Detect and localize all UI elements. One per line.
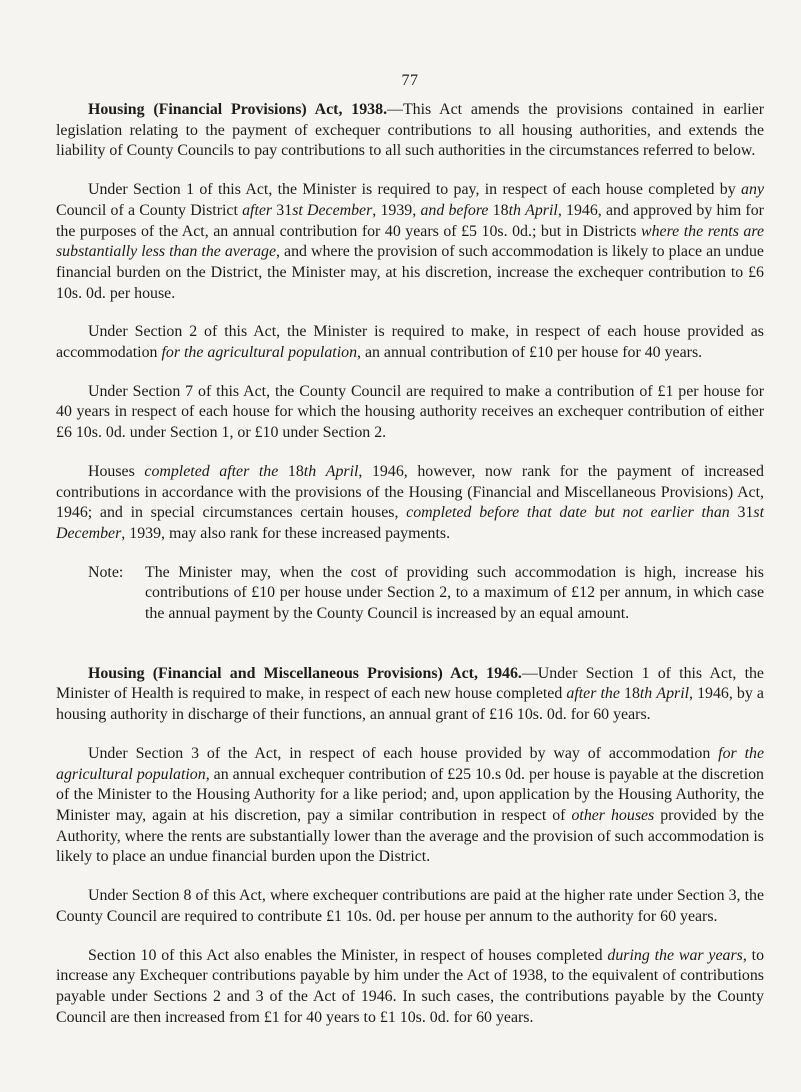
heading-1946-act: Housing (Financial and Miscellaneous Provisions) Act, 1946. [88,664,522,682]
paragraph-1938-intro: Housing (Financial Provisions) Act, 1938.—This Act amends the provisions contained in earlier legislation relating to the payment of exchequer contributions to all housing authorities, and extends the liability of County Councils to pay contributions to all such authorities in the circumstances referred to below. [56,101,764,160]
paragraph-1938-section-1: Under Section 1 of this Act, the Minister is required to pay, in respect of each house completed by any Council of a County District after 31st December, 1939, and before 18th April, 1946, and approved by him for the purposes of the Act, an annual contribution for 40 years of £5 10s. 0d.; but in Districts where the rents are substantially less than the average, and where the provision of such accommodation is likely to place an undue financial burden on the District, the Minister may, at his discretion, increase the exchequer contribution to £6 10s. 0d. per house. [56,181,764,302]
note-body: The Minister may, when the cost of providing such accommodation is high, increase his contributions of £10 per house under Section 2, to a maximum of £12 per annum, in which case the annual payment by the County Council is increased by an equal amount. [145,563,764,623]
page-number: 77 [401,72,419,89]
paragraph-1946-section-8: Under Section 8 of this Act, where exchequer contributions are paid at the higher rate under Section 3, the County Council are required to contribute £1 10s. 0d. per house per annum to the authority for 60 years. [56,887,764,925]
note-block [88,563,764,625]
document-page [56,0,764,1092]
paragraph-1938-section-7: Under Section 7 of this Act, the County Council are required to make a contribution of £1 per house for 40 years in respect of each house for which the housing authority receives an exchequer contribution of either £6 10s. 0d. under Section 1, or £10 under Section 2. [56,382,764,442]
heading-1938-act: Housing (Financial Provisions) Act, 1938. [88,101,388,118]
page-content [56,100,764,1046]
paragraph-1946-section-10: Section 10 of this Act also enables the Minister, in respect of houses completed during the war years, to increase any Exchequer contributions payable by him under the Act of 1938, to the equivalent of contributions payable under Sections 2 and 3 of the Act of 1946. In such cases, the contributions payable by the County Council are then increased from £1 for 40 years to £1 10s. 0d. for 60 years. [56,946,765,1026]
paragraph-1938-section-2: Under Section 2 of this Act, the Minister is required to make, in respect of each house provided as accommodation for the agricultural population, an annual contribution of £10 per house for 40 years. [56,323,764,362]
paragraph-1938-houses: Houses completed after the 18th April, 1946, however, now rank for the payment of increased contributions in accordance with the provisions of the Housing (Financial and Miscellaneous Provisions) Act, 1946; and in special circumstances certain houses, completed before that date but not earlier than 31st December, 1939, may also rank for these increased payments. [56,462,764,542]
note-label: Note: [88,563,124,581]
paragraph-1946-section-3: Under Section 3 of the Act, in respect of each house provided by way of accommodation for the agricultural population, an annual exchequer contribution of £25 10.s 0d. per house is payable at the discretion of the Minister to the Housing Authority for a like period; and, upon application by the Housing Authority, the Minister may, again at his discretion, pay a similar contribution in respect of other houses provided by the Authority, where the rents are substantially lower than the average and the provision of such accommodation is likely to place an undue financial burden upon the District. [56,744,765,866]
paragraph-1946-intro: Housing (Financial and Miscellaneous Provisions) Act, 1946.—Under Section 1 of this Act, the Minister of Health is required to make, in respect of each new house completed after the 18th April, 1946, by a housing authority in discharge of their functions, an annual grant of £16 10s. 0d. for 60 years. [56,664,764,724]
